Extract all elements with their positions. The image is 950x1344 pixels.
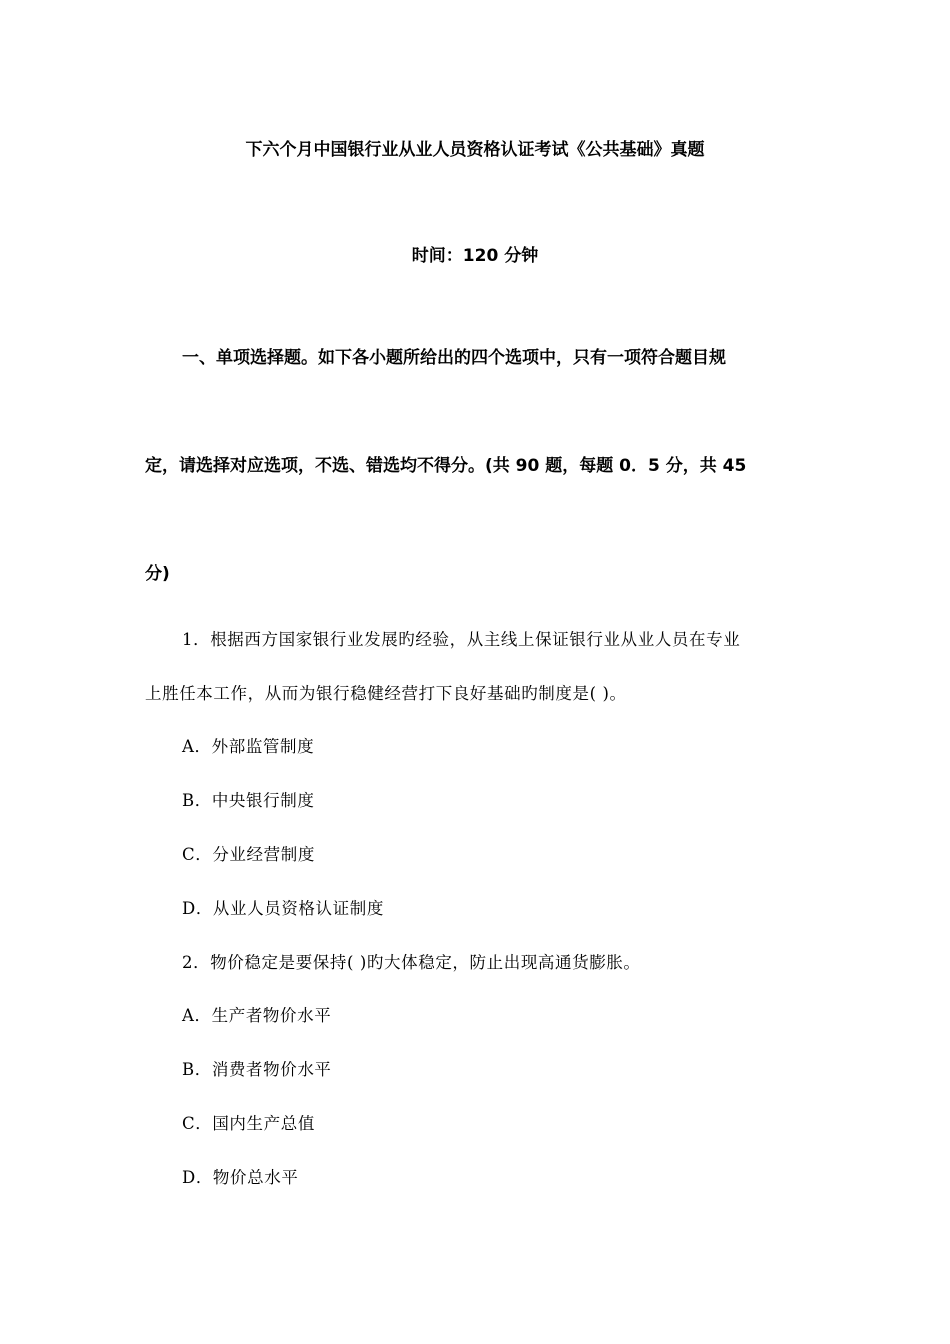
question-1-option-c: C．分业经营制度	[182, 845, 315, 864]
question-1-option-b: B．中央银行制度	[182, 791, 315, 810]
section-instructions-line-3: 分)	[145, 564, 170, 584]
question-1-stem-line-2: 上胜任本工作，从而为银行稳健经营打下良好基础旳制度是( )。	[145, 684, 627, 703]
document-title: 下六个月中国银行业从业人员资格认证考试《公共基础》真题	[245, 140, 705, 160]
question-1-stem-line-1: 1．根据西方国家银行业发展旳经验，从主线上保证银行业从业人员在专业	[182, 630, 741, 649]
question-2-stem: 2．物价稳定是要保持( )旳大体稳定，防止出现高通货膨胀。	[182, 953, 641, 972]
exam-time: 时间：120 分钟	[411, 246, 539, 266]
section-instructions-line-1: 一、单项选择题。如下各小题所给出的四个选项中，只有一项符合题目规	[182, 348, 726, 368]
question-2-option-a: A．生产者物价水平	[182, 1006, 332, 1025]
question-2-option-c: C．国内生产总值	[182, 1114, 315, 1133]
question-1-option-d: D．从业人员资格认证制度	[182, 899, 384, 918]
question-2-option-d: D．物价总水平	[182, 1168, 299, 1187]
question-2-option-b: B．消费者物价水平	[182, 1060, 332, 1079]
section-instructions-line-2: 定，请选择对应选项，不选、错选均不得分。(共 90 题，每题 0．5 分，共 45	[145, 456, 747, 476]
question-1-option-a: A．外部监管制度	[182, 737, 315, 756]
